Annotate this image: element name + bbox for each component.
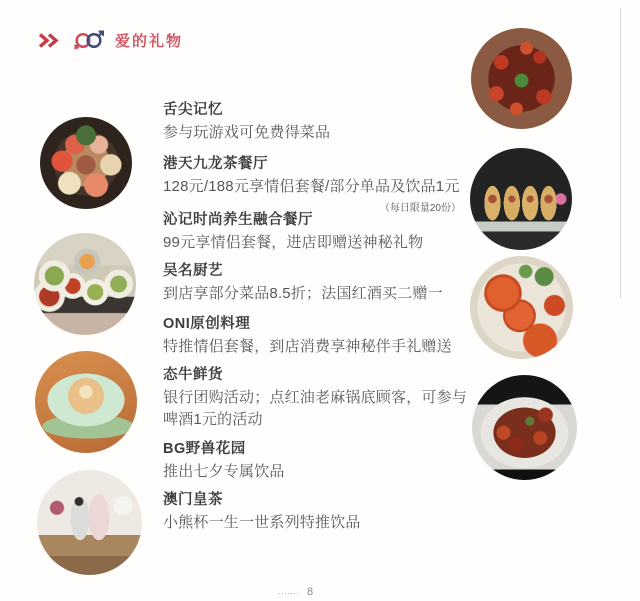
photo-hotpot-ingredient-bowls <box>34 233 136 335</box>
restaurant-offer: 99元享情侣套餐，进店即赠送神秘礼物 <box>163 234 424 251</box>
restaurant-name: 舌尖记忆 <box>163 102 223 118</box>
listing-item <box>163 262 475 305</box>
restaurant-offer: 小熊杯一生一世系列特推饮品 <box>163 514 361 531</box>
photo-seafood-sashimi-bowl <box>40 117 132 209</box>
footer-dots: ······· <box>278 588 299 598</box>
listing-item <box>163 440 475 483</box>
restaurant-name: 态牛鲜货 <box>163 367 223 383</box>
restaurant-name: BG野兽花园 <box>163 441 246 457</box>
photo-latte-art-coffee <box>35 351 137 453</box>
listing-item <box>163 101 475 144</box>
restaurant-offer: 银行团购活动；点红油老麻锅底顾客，可参与啤酒1元的活动 <box>163 389 468 428</box>
restaurant-name: ONI原创料理 <box>163 316 251 332</box>
restaurant-name: 沁记时尚养生融合餐厅 <box>163 212 313 228</box>
page-edge-rule <box>620 8 621 298</box>
restaurant-offer: 参与玩游戏可免费得菜品 <box>163 124 331 141</box>
listing-item <box>163 155 475 214</box>
photo-dry-chili-stir-fry <box>472 375 577 480</box>
page-footer <box>278 586 313 598</box>
section-header <box>37 28 183 52</box>
photo-spicy-mala-crayfish <box>471 28 572 129</box>
restaurant-name: 吴名厨艺 <box>163 263 223 279</box>
listing-item <box>163 211 475 254</box>
double-chevron-right-icon <box>37 32 61 49</box>
listing-item <box>163 491 475 534</box>
restaurant-offer: 128元/188元享情侣套餐/部分单品及饮品1元 <box>163 178 460 195</box>
page-number: 8 <box>306 586 314 598</box>
restaurant-offer: 到店享部分菜品8.5折；法国红酒买二赠一 <box>163 285 443 302</box>
couple-gender-symbols-icon <box>70 28 106 52</box>
restaurant-name: 港天九龙茶餐厅 <box>163 156 268 172</box>
photo-bear-milk-tea-bottles <box>37 470 142 575</box>
listing-item <box>163 315 475 358</box>
restaurant-offer-note: （每日限量20份） <box>379 203 461 214</box>
listing-item <box>163 366 475 431</box>
photo-spicy-lotus-root <box>470 256 573 359</box>
page-title: 爱的礼物 <box>115 32 184 50</box>
photo-spring-rolls <box>470 148 572 250</box>
restaurant-name: 澳门皇茶 <box>163 492 223 508</box>
restaurant-offer: 特推情侣套餐，到店消费享神秘伴手礼赠送 <box>163 338 452 355</box>
restaurant-offer: 推出七夕专属饮品 <box>163 463 285 480</box>
